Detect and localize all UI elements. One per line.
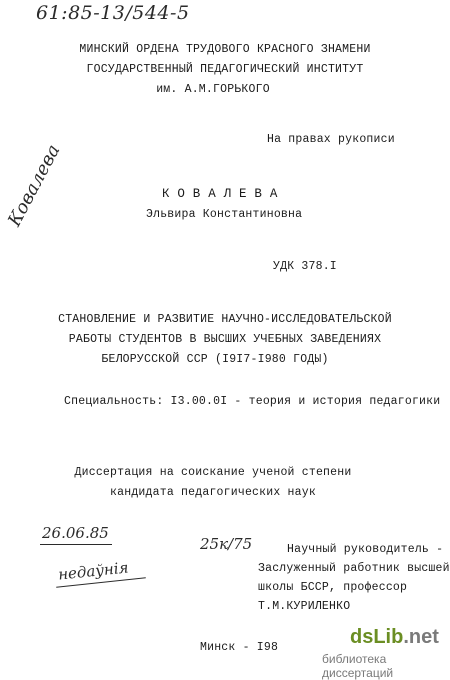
supervisor-line-4: Т.М.КУРИЛЕНКО [258,600,351,613]
author-given-names: Эльвира Константиновна [146,208,303,221]
dissertation-line-1: Диссертация на соискание ученой степени [74,466,352,479]
place-year: Минск - I98 [200,641,279,654]
logo-main: dsLib [350,626,404,648]
handwritten-date: 26.06.85 [42,524,109,542]
handwritten-number: 25к/75 [200,535,253,553]
supervisor-line-2: Заслуженный работник высшей [258,562,450,575]
author-surname: К О В А Л Е В А [162,187,278,201]
specialty: Специальность: I3.00.0I - теория и история педагогики [64,395,441,408]
dslib-logo [350,626,439,649]
handwritten-word: недаўнія [57,558,130,584]
institution-line-3: им. А.М.ГОРЬКОГО [156,83,270,96]
title-line-3: БЕЛОРУССКОЙ ССР (I9I7-I980 ГОДЫ) [101,353,329,366]
title-line-2: РАБОТЫ СТУДЕНТОВ В ВЫСШИХ УЧЕБНЫХ ЗАВЕДЕНИЯХ [68,333,382,346]
dissertation-line-2: кандидата педагогических наук [110,486,316,499]
supervisor-line-1: Научный руководитель - [287,543,444,556]
handwritten-signature: Ковалева [4,141,65,230]
dslib-subtitle: библиотека диссертаций [322,652,394,680]
udk-code: УДК 378.I [273,260,337,273]
institution-line-2: ГОСУДАРСТВЕННЫЙ ПЕДАГОГИЧЕСКИЙ ИНСТИТУТ [86,63,364,76]
manuscript-note: На правах рукописи [267,133,395,146]
supervisor-line-3: школы БССР, профессор [258,581,408,594]
title-line-1: СТАНОВЛЕНИЕ И РАЗВИТИЕ НАУЧНО-ИССЛЕДОВАТЕЛЬСКОЙ [58,313,392,326]
institution-line-1: МИНСКИЙ ОРДЕНА ТРУДОВОГО КРАСНОГО ЗНАМЕНИ [79,43,371,56]
date-underline [40,544,112,545]
archive-code-handwritten: 61:85-13/544-5 [36,2,190,24]
logo-tld: .net [403,626,439,648]
